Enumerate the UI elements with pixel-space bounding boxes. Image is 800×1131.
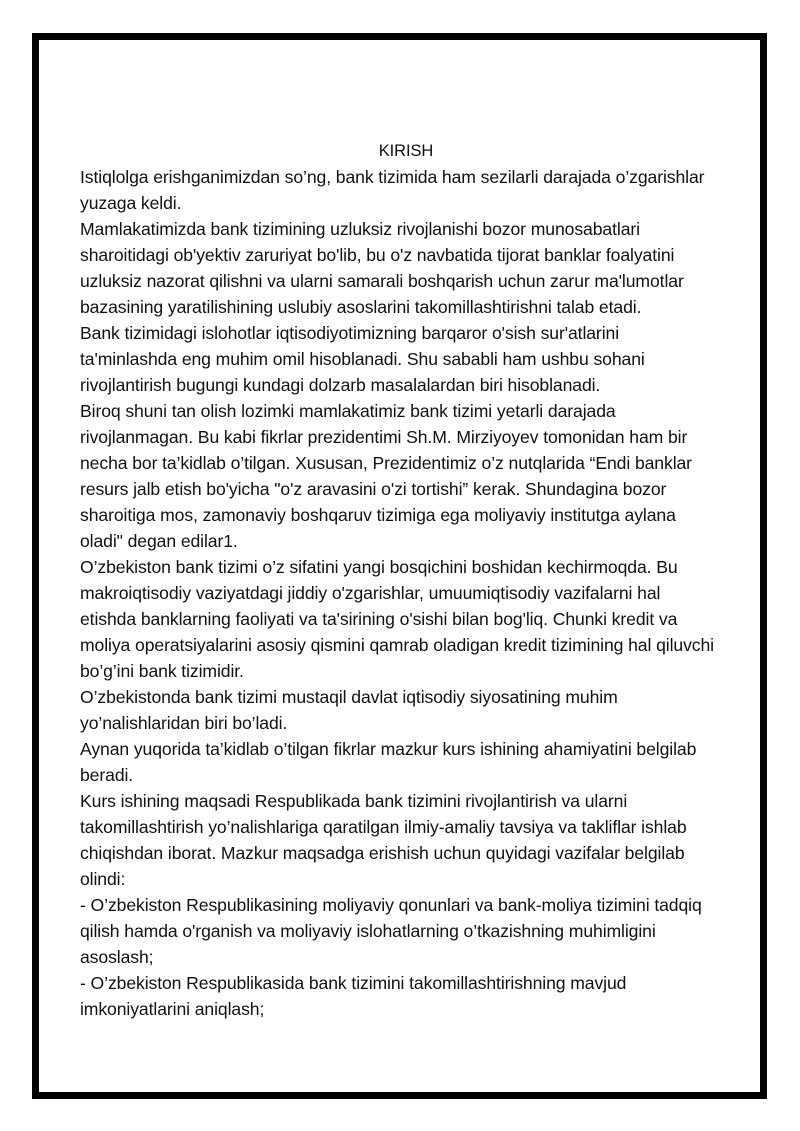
paragraph-6: O’zbekistonda bank tizimi mustaqil davlat iqtisodiy siyosatining muhim yo’nalishlaridan biri bo’ladi. bbox=[80, 687, 618, 733]
list-item-2: - O’zbekiston Respublikasida bank tizimini takomillashtirishning mavjud imkoniyatlarini aniqlash; bbox=[80, 973, 627, 1019]
list-item-1: - O’zbekiston Respublikasining moliyaviy qonunlari va bank-moliya tizimini tadqiq qilish hamda o'rganish va moliyaviy islohatlarning o’tkazishning muhimligini asoslash; bbox=[80, 895, 702, 967]
paragraph-3: Bank tizimidagi islohotlar iqtisodiyotimizning barqaror o'sish sur'atlarini ta'minlashda eng muhim omil hisoblanadi. Shu sababli ham ushbu sohani rivojlantirish bugungi kundagi dolzarb masalalardan biri hisoblanadi. bbox=[80, 323, 645, 395]
document-title: KIRISH bbox=[378, 142, 434, 160]
paragraph-5: O’zbekiston bank tizimi o’z sifatini yangi bosqichini boshidan kechirmoqda. Bu makroiqtisodiy vaziyatdagi jiddiy o'zgarishlar, umuumiqtisodiy vazifalarni hal etishda banklarning faoliyati va ta'sirining o'sishi bilan bog'liq. Chunki kredit va moliya operatsiyalarini asosiy qismini qamrab oladigan kredit tizimining hal qiluvchi bo’g’ini bank tizimidir. bbox=[80, 557, 714, 681]
page-border-frame bbox=[32, 33, 767, 1099]
paragraph-7: Aynan yuqorida ta’kidlab o’tilgan fikrlar mazkur kurs ishining ahamiyatini belgilab beradi. bbox=[80, 739, 697, 785]
paragraph-2: Mamlakatimizda bank tizimining uzluksiz rivojlanishi bozor munosabatlari sharoitidagi ob'yektiv zaruriyat bo'lib, bu o'z navbatida tijorat banklar foalyatini uzluksiz nazorat qilishni va ularni samarali boshqarish uchun zarur ma'lumotlar bazasining yaratilishining uslubiy asoslarini takomillashtirishni talab etadi. bbox=[80, 219, 684, 317]
paragraph-1: Istiqlolga erishganimizdan so’ng, bank tizimida ham sezilarli darajada o’zgarishlar yuzaga keldi. bbox=[80, 167, 705, 213]
paragraph-8: Kurs ishining maqsadi Respublikada bank tizimini rivojlantirish va ularni takomillashtirish yo’nalishlariga qaratilgan ilmiy-amaliy tavsiya va takliflar ishlab chiqishdan iborat. Mazkur maqsadga erishish uchun quyidagi vazifalar belgilab olindi: bbox=[80, 791, 687, 889]
paragraph-4: Biroq shuni tan olish lozimki mamlakatimiz bank tizimi yetarli darajada rivojlanmagan. Bu kabi fikrlar prezidentimi Sh.M. Mirziyoyev tomonidan ham bir necha bor ta’kidlab o’tilgan. Xususan, Prezidentimiz o’z nutqlarida “Endi banklar resurs jalb etish bo'yicha "o'z aravasini o'zi tortishi” kerak. Shundagina bozor sharoitiga mos, zamonaviy boshqaruv tizimiga ega moliyaviy institutga aylana oladi" degan edilar1. bbox=[80, 401, 692, 551]
document-body bbox=[80, 138, 720, 1022]
